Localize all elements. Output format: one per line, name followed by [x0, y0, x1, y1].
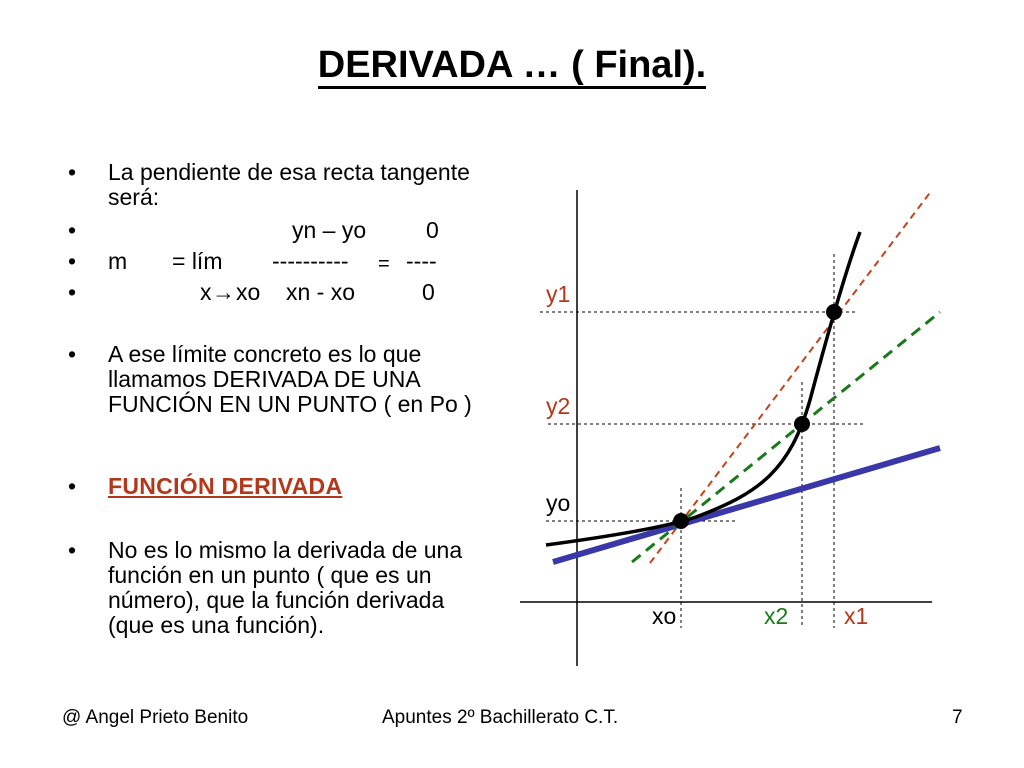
label-xo: xo	[652, 603, 677, 629]
bullet-dot: •	[68, 279, 77, 305]
label-y1: y1	[546, 281, 571, 307]
bullet-dot: •	[68, 341, 77, 367]
formula-fraction-bar: ----------	[272, 248, 349, 274]
formula-zero-top: 0	[426, 217, 439, 243]
label-y2: y2	[546, 393, 571, 419]
slide-title: DERIVADA … ( Final).	[0, 44, 1024, 87]
formula-zero-bottom: 0	[422, 279, 435, 305]
formula-numerator: yn – yo	[292, 217, 367, 243]
point-p1	[826, 304, 842, 320]
function-curve	[546, 232, 860, 545]
formula-xo: xo	[236, 279, 261, 305]
bullet-text-definition: A ese límite concreto es lo que llamamos DERIVADA DE UNA FUNCIÓN EN UN PUNTO ( en Po )	[108, 341, 472, 417]
bullet-dot: •	[68, 537, 77, 563]
footer-author: @ Angel Prieto Benito	[62, 707, 249, 728]
label-x1: x1	[844, 603, 869, 629]
point-p2	[794, 416, 810, 432]
formula-m: m	[108, 248, 128, 274]
formula-short-bar: ----	[406, 248, 437, 274]
bullet-text-slope: La pendiente de esa recta tangente será:	[108, 159, 470, 210]
bullet-dot: •	[68, 159, 77, 185]
bullet-dot: •	[68, 248, 77, 274]
tangent-line	[553, 448, 940, 562]
bullet-dot: •	[68, 473, 77, 499]
secant-line-x1	[650, 190, 932, 563]
label-x2: x2	[764, 603, 789, 629]
footer-course: Apuntes 2º Bachillerato C.T.	[382, 707, 619, 728]
formula-equals: =	[378, 253, 390, 275]
formula-lim: = lím	[172, 248, 223, 274]
bullet-text-difference: No es lo mismo la derivada de una función en un punto ( que es un número), que la función derivada (que es una función).	[108, 537, 463, 638]
point-po	[673, 513, 689, 529]
label-yo: yo	[546, 490, 571, 516]
funcion-derivada-heading: FUNCIÓN DERIVADA	[108, 473, 343, 499]
page-number: 7	[952, 707, 963, 728]
bullet-dot: •	[68, 217, 77, 243]
formula-x: x	[200, 279, 212, 305]
arrow-icon: →	[212, 279, 235, 305]
formula-denominator: xn - xo	[286, 279, 356, 305]
